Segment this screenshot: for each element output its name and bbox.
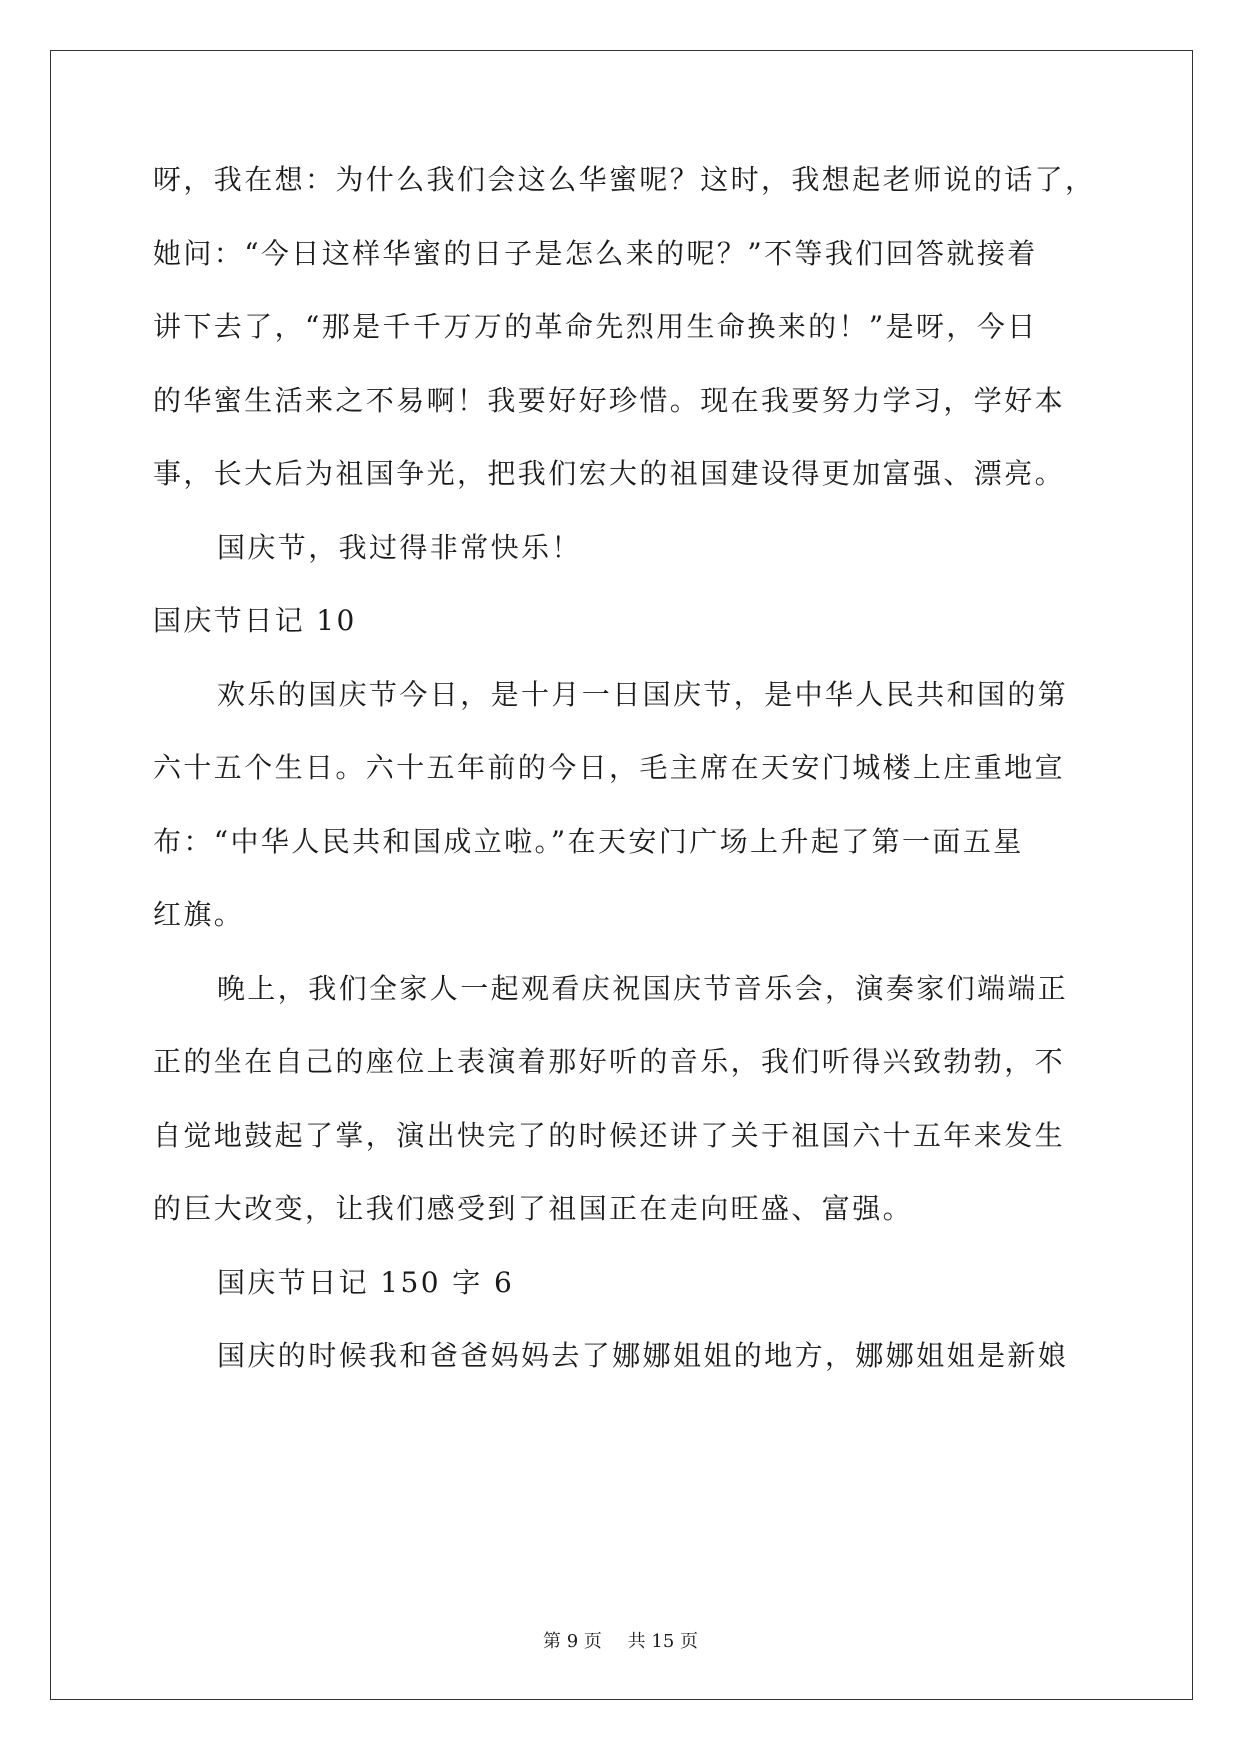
body-line: 呀，我在想：为什么我们会这么华蜜呢？这时，我想起老师说的话了， (153, 163, 1096, 196)
page-footer (0, 1631, 1241, 1653)
body-line: 正的坐在自己的座位上表演着那好听的音乐，我们听得兴致勃勃，不 (153, 1045, 1066, 1078)
section-heading: 国庆节日记 150 字 6 (217, 1266, 515, 1299)
body-line: 国庆节，我过得非常快乐！ (217, 531, 582, 564)
body-line: 的巨大改变，让我们感受到了祖国正在走向旺盛、富强。 (153, 1192, 914, 1225)
body-line: 自觉地鼓起了掌，演出快完了的时候还讲了关于祖国六十五年来发生 (153, 1119, 1066, 1152)
body-line: 国庆的时候我和爸爸妈妈去了娜娜姐姐的地方，娜娜姐姐是新娘 (217, 1339, 1069, 1372)
body-line: 六十五个生日。六十五年前的今日，毛主席在天安门城楼上庄重地宣 (153, 751, 1066, 784)
body-line: 晚上，我们全家人一起观看庆祝国庆节音乐会，演奏家们端端正 (217, 972, 1069, 1005)
body-line: 欢乐的国庆节今日，是十月一日国庆节，是中华人民共和国的第 (217, 678, 1069, 711)
body-line: 讲下去了，“那是千千万万的革命先烈用生命换来的！”是呀，今日 (153, 310, 1038, 343)
body-line: 布：“中华人民共和国成立啦。”在天安门广场上升起了第一面五星 (153, 825, 1024, 858)
page-total: 共 15 页 (627, 1631, 698, 1652)
body-line: 红旗。 (153, 898, 245, 931)
section-heading: 国庆节日记 10 (153, 604, 357, 637)
body-line: 的华蜜生活来之不易啊！我要好好珍惜。现在我要努力学习，学好本 (153, 384, 1066, 417)
page-number: 第 9 页 (543, 1631, 602, 1652)
body-line: 她问：“今日这样华蜜的日子是怎么来的呢？”不等我们回答就接着 (153, 237, 1038, 270)
page-border (50, 50, 1193, 1700)
body-line: 事，长大后为祖国争光，把我们宏大的祖国建设得更加富强、漂亮。 (153, 457, 1066, 490)
